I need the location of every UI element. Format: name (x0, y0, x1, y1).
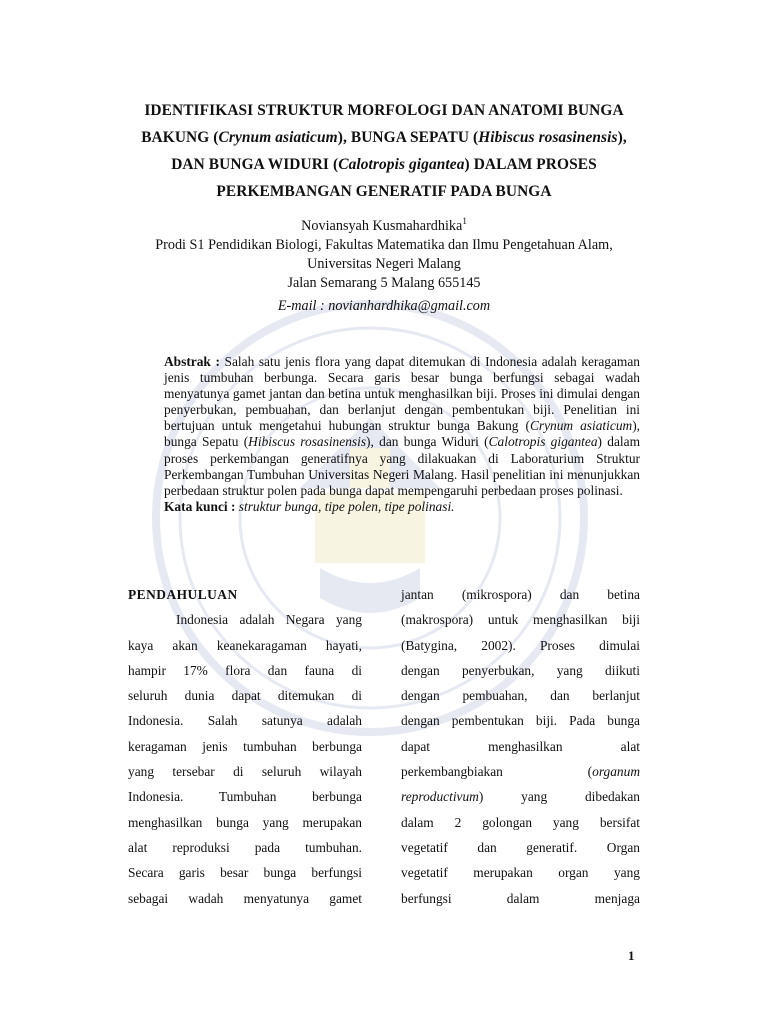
species-name-bakung: Crynum asiaticum (218, 129, 338, 146)
author-affiliation-line-1: Prodi S1 Pendidikan Biologi, Fakultas Matematika dan Ilmu Pengetahuan Alam, (155, 237, 613, 253)
author-affiliation-marker: 1 (462, 216, 467, 226)
title-line-2: BAKUNG (Crynum asiaticum), BUNGA SEPATU (Hibiscus rosasinensis), (141, 129, 627, 146)
species-name-sepatu: Hibiscus rosasinensis (478, 129, 618, 146)
species-name-widuri: Calotropis gigantea (338, 156, 465, 173)
body-line: dalam 2 golongan yang bersifat (401, 814, 640, 830)
body-line: jantan (mikrospora) dan betina (401, 587, 640, 602)
body-line: vegetatif merupakan organ yang (401, 865, 640, 881)
body-line: dengan pembentukan biji. Pada bunga (401, 713, 640, 729)
title-line-1: IDENTIFIKASI STRUKTUR MORFOLOGI DAN ANATOMI BUNGA (144, 102, 624, 119)
abstract-body: Abstrak : Salah satu jenis flora yang dapat ditemukan di Indonesia adalah keragaman jenis tumbuhan berbunga. Secara garis besar bunga berfungsi sebagai wadah menyatunya gamet jantan dan betina untuk menghasilkan biji. Proses ini dimulai dengan penyerbukan, pembuahan, dan berlanjut dengan pembentukan biji. Penelitian ini bertujuan untuk mengetahui hubungan struktur bunga Bakung (Crynum asiaticum), bunga Sepatu (Hibiscus rosasinensis), dan bunga Widuri (Calotropis gigantea) dalam proses perkembangan generatifnya yang dilakuakan di Laboraturium Struktur Perkembangan Tumbuhan Universitas Negeri Malang. Hasil penelitian ini menunjukkan perbedaan struktur polen pada bunga dapat mempengaruhi perbedaan proses polinasi. (164, 354, 640, 498)
keywords-list: struktur bunga, tipe polen, tipe polinasi. (235, 498, 455, 514)
body-line: dapat menghasilkan alat (401, 738, 640, 754)
keywords-label: Kata kunci : (164, 498, 236, 514)
paper-title (110, 97, 658, 205)
title-line-3: DAN BUNGA WIDURI (Calotropis gigantea) DALAM PROSES (171, 156, 597, 173)
body-line: hampir 17% flora dan fauna di (128, 662, 362, 678)
body-line: perkembangbiakan (organum (401, 764, 640, 780)
body-line: Indonesia. Salah satunya adalah (128, 713, 362, 729)
right-column (401, 582, 640, 911)
body-line: menghasilkan bunga yang merupakan (128, 814, 362, 830)
body-line: keragaman jenis tumbuhan berbunga (128, 738, 362, 754)
body-line: dengan pembuahan, dan berlanjut (401, 688, 640, 704)
body-line: (makrospora) untuk menghasilkan biji (401, 612, 640, 628)
keywords (164, 499, 640, 515)
author-block (80, 217, 688, 316)
abstract-label: Abstrak : (164, 354, 220, 369)
body-line: Indonesia adalah Negara yang (176, 612, 362, 628)
body-line: sebagai wadah menyatunya gamet (128, 890, 362, 906)
body-line: reproductivum) yang dibedakan (401, 789, 640, 805)
body-line: seluruh dunia dapat ditemukan di (128, 688, 362, 704)
author-name: Noviansyah Kusmahardhika$^1$ (301, 216, 467, 234)
author-email: E-mail : novianhardhika@gmail.com (277, 298, 491, 314)
body-line: Secara garis besar bunga berfungsi (128, 865, 362, 881)
title-line-4: PERKEMBANGAN GENERATIF PADA BUNGA (216, 183, 552, 200)
page-number: 1 (628, 948, 635, 963)
author-address: Jalan Semarang 5 Malang 655145 (287, 275, 481, 291)
body-line: berfungsi dalam menjaga (401, 890, 640, 906)
left-column (128, 582, 362, 911)
body-line: alat reproduksi pada tumbuhan. (128, 839, 362, 855)
body-line: Indonesia. Tumbuhan berbunga (128, 789, 362, 805)
body-line: vegetatif dan generatif. Organ (401, 839, 640, 855)
body-line: dengan penyerbukan, yang diikuti (401, 662, 640, 678)
abstract (164, 354, 640, 515)
body-line: yang tersebar di seluruh wilayah (128, 764, 362, 780)
section-heading: PENDAHULUAN (128, 587, 238, 602)
body-line: (Batygina, 2002). Proses dimulai (401, 637, 640, 653)
author-affiliation-line-2: Universitas Negeri Malang (307, 256, 461, 272)
body-line: kaya akan keanekaragaman hayati, (128, 637, 362, 653)
